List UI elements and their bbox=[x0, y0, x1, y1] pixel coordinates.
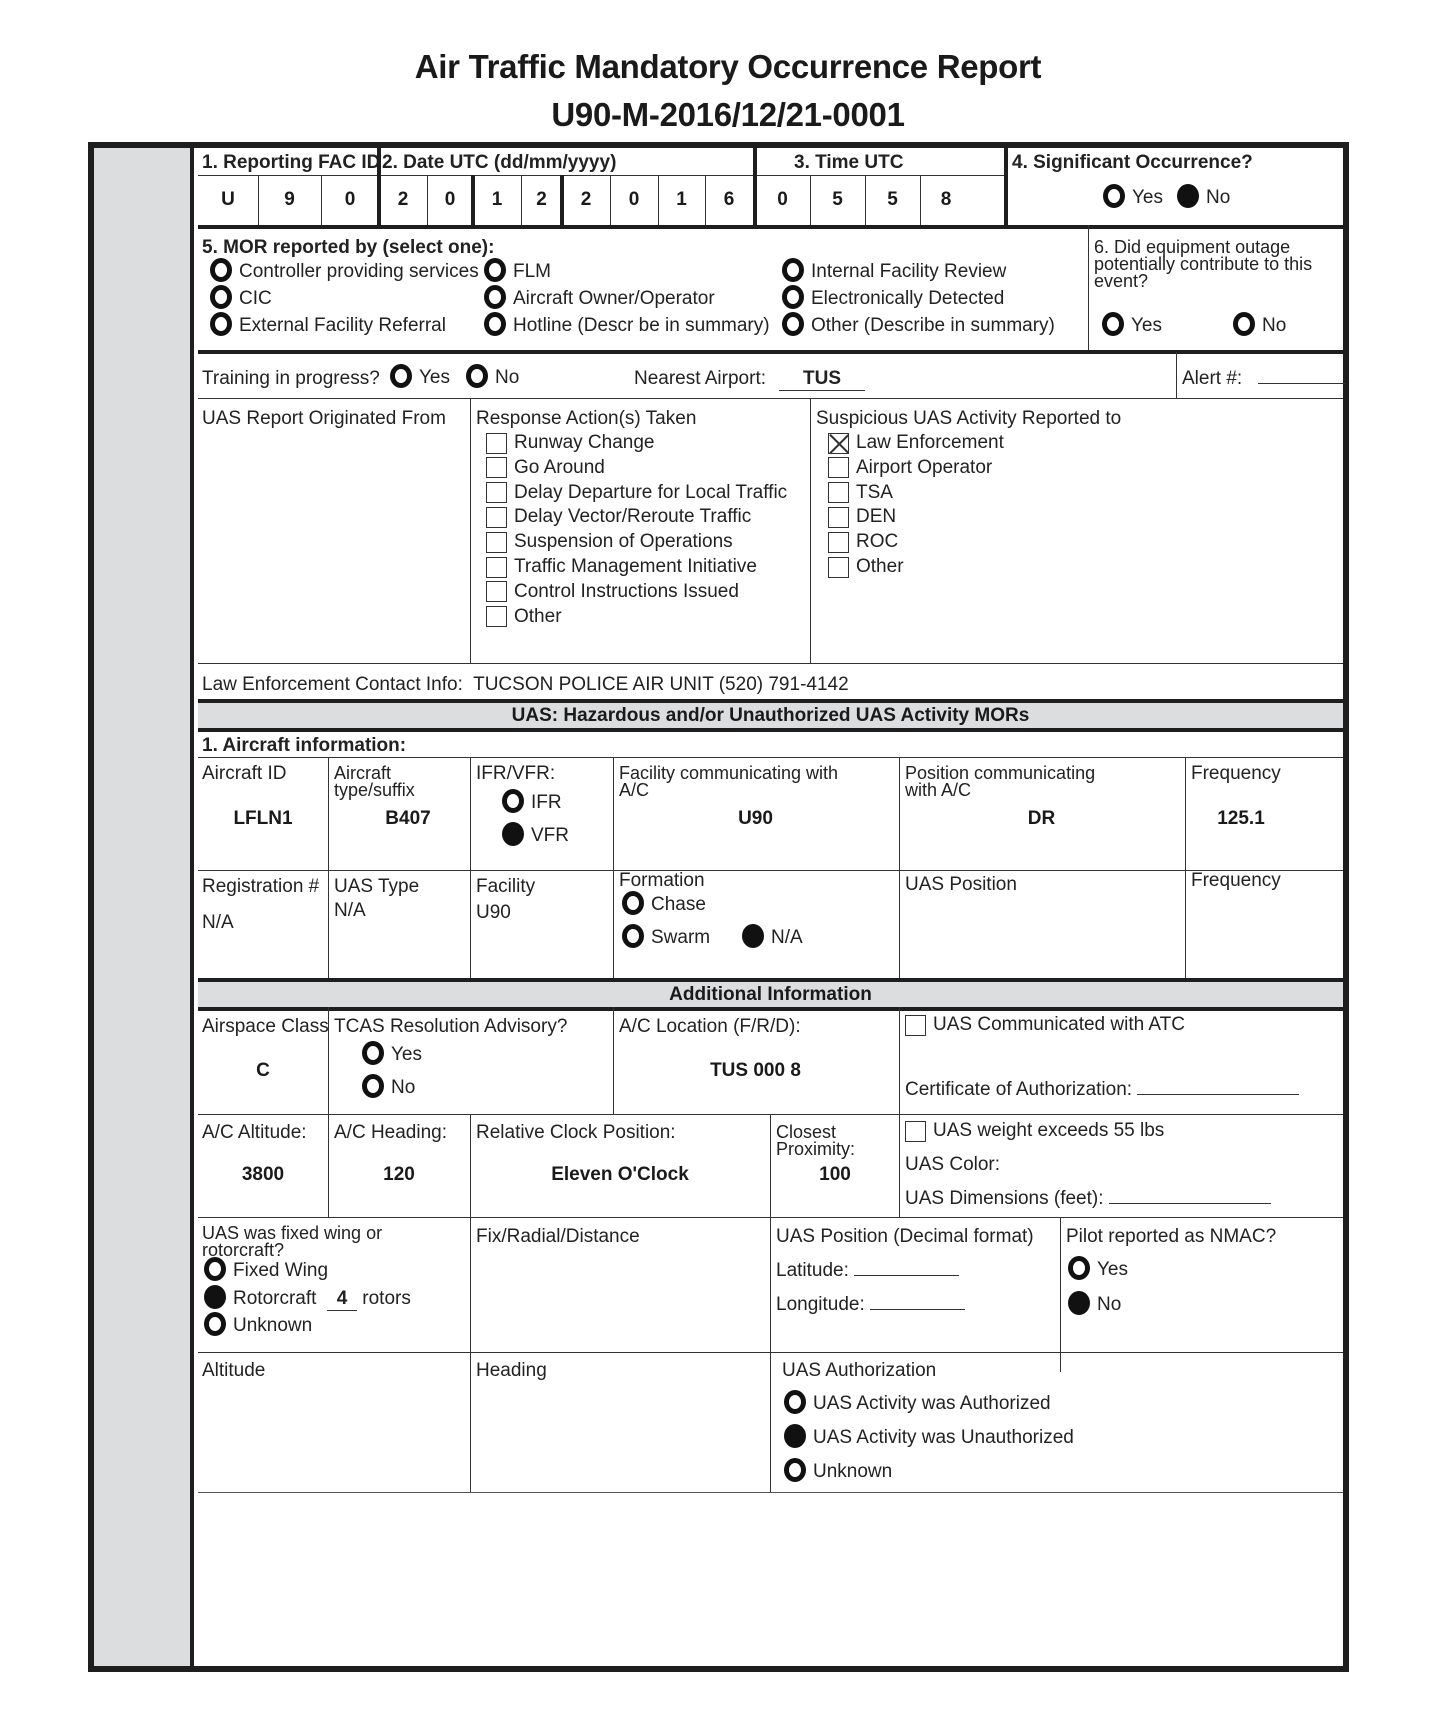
response-action-checkbox[interactable]: Go Around bbox=[486, 457, 605, 479]
rotorcraft-radio[interactable]: Rotorcraft 4 rotors bbox=[204, 1287, 411, 1311]
suspicious-report-checkbox[interactable]: TSA bbox=[828, 482, 893, 504]
formation-swarm-radio[interactable]: Swarm bbox=[622, 926, 710, 950]
authorization-label: UAS Authorization bbox=[782, 1360, 937, 1381]
uas-section-header: UAS: Hazardous and/or Unauthorized UAS Activity MORs bbox=[198, 703, 1343, 728]
weight-checkbox[interactable]: UAS weight exceeds 55 lbs bbox=[905, 1120, 1164, 1142]
response-action-checkbox[interactable]: Suspension of Operations bbox=[486, 531, 733, 553]
checkbox-checked-icon bbox=[828, 433, 849, 454]
longitude-label: Longitude: bbox=[776, 1294, 965, 1316]
checkbox-icon bbox=[486, 581, 507, 602]
time-digit[interactable]: 0 bbox=[777, 189, 788, 210]
dimensions-field[interactable] bbox=[1109, 1203, 1271, 1204]
radio-icon bbox=[1103, 184, 1125, 208]
checkbox-icon bbox=[486, 532, 507, 553]
alert-field[interactable] bbox=[1258, 368, 1346, 390]
law-enforcement-label: Law Enforcement Contact Info: TUCSON POLICE AIR UNIT (520) 791-4142 bbox=[202, 674, 849, 695]
significant-label: 4. Significant Occurrence? bbox=[1012, 152, 1253, 173]
uas-type-value: N/A bbox=[334, 900, 366, 921]
mor-option-electronic[interactable]: Electronically Detected bbox=[782, 287, 1004, 311]
suspicious-report-checkbox[interactable]: Law Enforcement bbox=[828, 432, 1004, 454]
document-title: Air Traffic Mandatory Occurrence Report bbox=[414, 48, 1042, 85]
frequency2-label: Frequency bbox=[1191, 870, 1281, 891]
mor-option-owner[interactable]: Aircraft Owner/Operator bbox=[484, 287, 715, 311]
altitude-label: A/C Altitude: bbox=[202, 1122, 307, 1143]
date-digit[interactable]: 6 bbox=[723, 189, 735, 210]
response-action-checkbox[interactable]: Delay Departure for Local Traffic bbox=[486, 482, 787, 504]
alert-label: Alert #: bbox=[1182, 368, 1243, 389]
uas-pos-decimal-label: UAS Position (Decimal format) bbox=[776, 1226, 1034, 1247]
checkbox-icon bbox=[486, 433, 507, 454]
significant-yes-radio[interactable]: Yes bbox=[1103, 186, 1163, 210]
response-action-checkbox[interactable]: Other bbox=[486, 606, 562, 628]
facility-label: Facility bbox=[476, 876, 536, 897]
nearest-airport-label: Nearest Airport: bbox=[634, 368, 766, 389]
checkbox-icon bbox=[486, 507, 507, 528]
position-comm-label: Position communicating with A/C bbox=[905, 763, 1096, 800]
suspicious-report-checkbox[interactable]: Other bbox=[828, 556, 904, 578]
tcas-no-radio[interactable]: No bbox=[362, 1076, 415, 1100]
checkbox-icon bbox=[486, 557, 507, 578]
checkbox-icon bbox=[486, 482, 507, 503]
mor-option-internal[interactable]: Internal Facility Review bbox=[782, 260, 1006, 284]
suspicious-report-checkbox[interactable]: Airport Operator bbox=[828, 457, 992, 479]
aircraft-type-label: Aircraft type/suffix bbox=[334, 763, 415, 800]
response-actions-label: Response Action(s) Taken bbox=[476, 408, 697, 429]
facility-comm-value: U90 bbox=[738, 808, 773, 829]
response-action-checkbox[interactable]: Runway Change bbox=[486, 432, 654, 454]
checkbox-icon bbox=[828, 557, 849, 578]
response-action-checkbox[interactable]: Delay Vector/Reroute Traffic bbox=[486, 506, 751, 528]
additional-info-header: Additional Information bbox=[198, 982, 1343, 1007]
mor-reported-label: 5. MOR reported by (select one): bbox=[202, 237, 495, 258]
airspace-value: C bbox=[256, 1060, 270, 1081]
position-comm-value: DR bbox=[1027, 808, 1056, 829]
date-digit[interactable]: 2 bbox=[536, 189, 547, 210]
radio-selected-icon bbox=[1177, 184, 1199, 208]
significant-no-radio[interactable]: No bbox=[1177, 186, 1230, 210]
clock-label: Relative Clock Position: bbox=[476, 1122, 676, 1143]
altitude-value: 3800 bbox=[241, 1164, 285, 1185]
time-digit[interactable]: 8 bbox=[940, 189, 952, 210]
coa-field[interactable] bbox=[1137, 1094, 1299, 1095]
registration-value: N/A bbox=[202, 912, 234, 933]
nmac-no-radio[interactable]: No bbox=[1068, 1293, 1121, 1317]
aircraft-id-value: LFLN1 bbox=[233, 808, 293, 829]
facility-comm-label: Facility communicating with A/C bbox=[619, 763, 839, 800]
aircraft-info-label: 1. Aircraft information: bbox=[202, 735, 407, 756]
uas-position-label: UAS Position bbox=[905, 874, 1017, 895]
tcas-yes-radio[interactable]: Yes bbox=[362, 1043, 422, 1067]
equipment-yes-radio[interactable]: Yes bbox=[1102, 314, 1162, 338]
training-no-radio[interactable]: No bbox=[466, 366, 519, 390]
uas-type-label: UAS Type bbox=[334, 876, 420, 897]
date-digit[interactable]: 0 bbox=[628, 189, 640, 210]
time-digit[interactable]: 5 bbox=[832, 189, 843, 210]
authorization-unknown-radio[interactable]: Unknown bbox=[784, 1460, 892, 1484]
fac-id-digit[interactable]: 0 bbox=[344, 189, 356, 210]
fac-id-digit[interactable]: U bbox=[221, 189, 235, 210]
uas-comm-atc-checkbox[interactable]: UAS Communicated with ATC bbox=[905, 1014, 1185, 1036]
dimensions-label: UAS Dimensions (feet): bbox=[905, 1188, 1271, 1210]
tcas-label: TCAS Resolution Advisory? bbox=[334, 1016, 568, 1037]
aircraft-id-label: Aircraft ID bbox=[202, 763, 287, 784]
date-digit[interactable]: 0 bbox=[444, 189, 456, 210]
report-id: U90-M-2016/12/21-0001 bbox=[551, 96, 905, 133]
wing-label: UAS was fixed wing or rotorcraft? bbox=[202, 1223, 383, 1260]
checkbox-icon bbox=[828, 532, 849, 553]
mor-option-external[interactable]: External Facility Referral bbox=[210, 314, 446, 338]
rotors-field: 4 bbox=[327, 1288, 357, 1311]
latitude-field[interactable] bbox=[854, 1275, 959, 1276]
facility-value: U90 bbox=[476, 902, 511, 923]
coa-label: Certificate of Authorization: bbox=[905, 1079, 1299, 1101]
mor-option-hotline[interactable]: Hotline (Descr be in summary) bbox=[484, 314, 770, 338]
date-label: 2. Date UTC (dd/mm/yyyy) bbox=[382, 152, 617, 173]
nmac-label: Pilot reported as NMAC? bbox=[1066, 1226, 1277, 1247]
mor-option-other[interactable]: Other (Describe in summary) bbox=[782, 314, 1055, 338]
law-enforcement-value: TUCSON POLICE AIR UNIT (520) 791-4142 bbox=[473, 674, 849, 695]
summary-area[interactable] bbox=[198, 1494, 1343, 1666]
training-label: Training in progress? bbox=[202, 368, 380, 389]
frequency-value: 125.1 bbox=[1217, 808, 1265, 829]
time-digit[interactable]: 5 bbox=[887, 189, 898, 210]
ifr-vfr-label: IFR/VFR: bbox=[476, 763, 556, 784]
equipment-outage-label: 6. Did equipment outage potentially contribute to this event? bbox=[1094, 237, 1313, 291]
report-form bbox=[88, 142, 1349, 1672]
location-value: TUS 000 8 bbox=[710, 1060, 801, 1081]
uas-origin-label: UAS Report Originated From bbox=[202, 408, 446, 429]
uas-color-label: UAS Color: bbox=[905, 1154, 1001, 1175]
mor-option-controller[interactable]: Controller providing services bbox=[210, 260, 479, 284]
training-yes-radio[interactable]: Yes bbox=[390, 366, 450, 390]
formation-label: Formation bbox=[619, 870, 705, 891]
suspicious-report-checkbox[interactable]: ROC bbox=[828, 531, 898, 553]
form-left-gutter bbox=[94, 148, 194, 1666]
equipment-no-radio[interactable]: No bbox=[1233, 314, 1286, 338]
registration-label: Registration # bbox=[202, 876, 320, 897]
unknown-wing-radio[interactable]: Unknown bbox=[204, 1314, 312, 1338]
frd-label: Fix/Radial/Distance bbox=[476, 1226, 640, 1247]
fac-id-digit[interactable]: 9 bbox=[284, 189, 295, 210]
checkbox-icon bbox=[828, 507, 849, 528]
form-content bbox=[198, 148, 1343, 1666]
uas-heading-label: Heading bbox=[476, 1360, 547, 1381]
vfr-radio[interactable]: VFR bbox=[502, 824, 569, 848]
fixed-wing-radio[interactable]: Fixed Wing bbox=[204, 1259, 328, 1283]
nmac-yes-radio[interactable]: Yes bbox=[1068, 1258, 1128, 1282]
frequency-label: Frequency bbox=[1191, 763, 1281, 784]
fac-id-label: 1. Reporting FAC ID bbox=[202, 152, 381, 173]
heading-label: A/C Heading: bbox=[334, 1122, 448, 1143]
formation-na-radio[interactable]: N/A bbox=[742, 926, 803, 950]
proximity-value: 100 bbox=[819, 1164, 851, 1185]
airspace-label: Airspace Class bbox=[202, 1016, 329, 1037]
checkbox-icon bbox=[486, 606, 507, 627]
uas-altitude-label: Altitude bbox=[202, 1360, 266, 1381]
date-digit[interactable]: 1 bbox=[676, 189, 687, 210]
unauthorized-radio[interactable]: UAS Activity was Unauthorized bbox=[784, 1426, 1074, 1450]
formation-chase-radio[interactable]: Chase bbox=[622, 893, 706, 917]
longitude-field[interactable] bbox=[870, 1309, 965, 1310]
suspicious-report-checkbox[interactable]: DEN bbox=[828, 506, 896, 528]
checkbox-icon bbox=[828, 482, 849, 503]
suspicious-label: Suspicious UAS Activity Reported to bbox=[816, 408, 1122, 429]
date-digit[interactable]: 2 bbox=[580, 189, 592, 210]
date-digit[interactable]: 2 bbox=[397, 189, 409, 210]
proximity-label: Closest Proximity: bbox=[776, 1122, 856, 1159]
latitude-label: Latitude: bbox=[776, 1260, 959, 1282]
response-action-checkbox[interactable]: Traffic Management Initiative bbox=[486, 556, 757, 578]
clock-value: Eleven O'Clock bbox=[551, 1164, 689, 1185]
nearest-airport-field[interactable]: TUS bbox=[779, 368, 865, 391]
checkbox-icon bbox=[486, 457, 507, 478]
date-digit[interactable]: 1 bbox=[491, 189, 503, 210]
aircraft-type-value: B407 bbox=[385, 808, 431, 829]
mor-option-cic[interactable]: CIC bbox=[210, 287, 272, 311]
mor-option-flm[interactable]: FLM bbox=[484, 260, 551, 284]
heading-value: 120 bbox=[383, 1164, 415, 1185]
time-label: 3. Time UTC bbox=[794, 152, 904, 173]
checkbox-icon bbox=[828, 457, 849, 478]
authorized-radio[interactable]: UAS Activity was Authorized bbox=[784, 1392, 1051, 1416]
response-action-checkbox[interactable]: Control Instructions Issued bbox=[486, 581, 739, 603]
ifr-radio[interactable]: IFR bbox=[502, 791, 562, 815]
location-label: A/C Location (F/R/D): bbox=[619, 1016, 801, 1037]
